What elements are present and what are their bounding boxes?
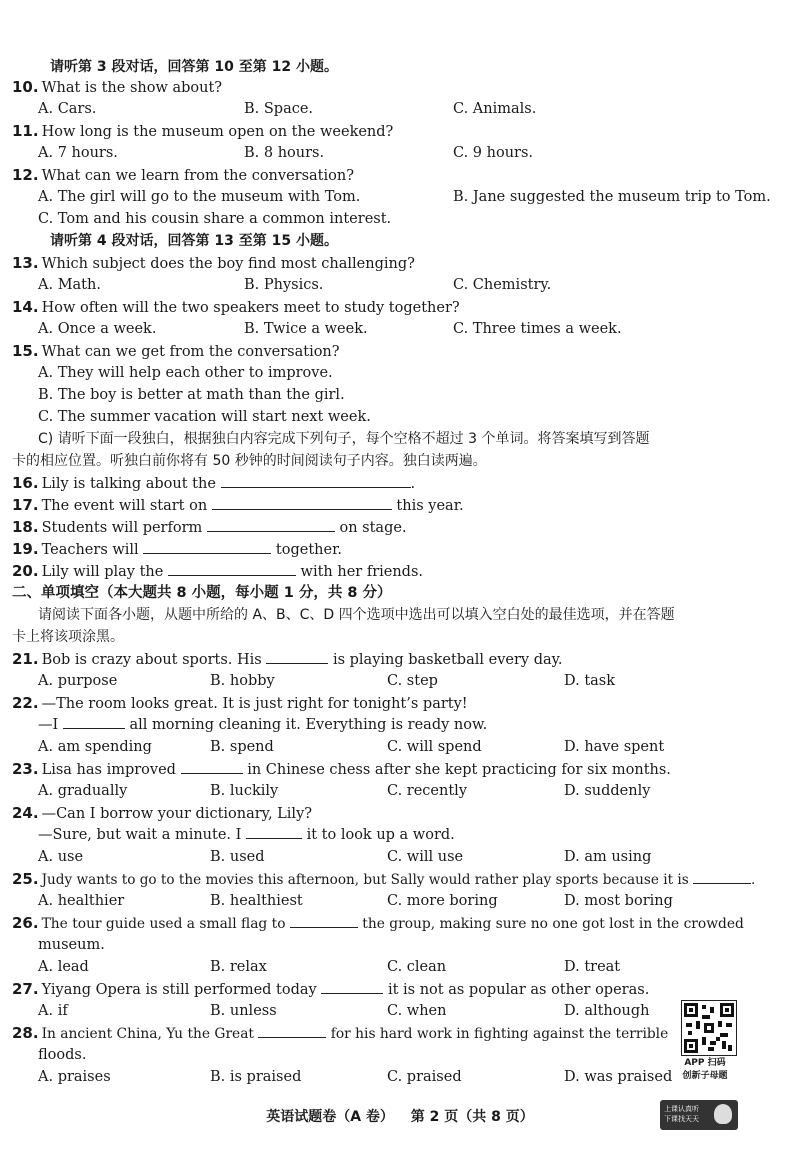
option-d: D. was praised	[564, 1069, 673, 1085]
question-20	[12, 560, 423, 582]
answer-blank[interactable]	[63, 714, 125, 729]
answer-blank[interactable]	[221, 473, 411, 488]
question-text-end: in Chinese chess after she kept practicing for six months.	[247, 762, 671, 778]
question-number: 17.	[12, 496, 39, 514]
question-17	[12, 494, 464, 516]
question-23	[12, 758, 671, 780]
answer-blank[interactable]	[207, 517, 335, 532]
badge-line-1: 上课认真听	[664, 1105, 699, 1113]
part-c-instructions-cont: 卡的相应位置。听独白前你将有 50 秒钟的时间阅读句子内容。独白读两遍。	[12, 453, 487, 469]
question-26	[12, 912, 744, 934]
qr-caption-1: APP 扫码	[684, 1058, 726, 1068]
options-14	[0, 318, 800, 340]
question-text-end: the group, making sure no one got lost in the crowded	[362, 916, 744, 932]
question-text: How long is the museum open on the weekend?	[41, 124, 394, 140]
options-21	[0, 670, 800, 692]
question-number: 14.	[12, 298, 39, 316]
section-heading-3: 请听第 3 段对话，回答第 10 至第 12 小题。	[50, 59, 338, 75]
option-d: D. suddenly	[564, 783, 651, 799]
part-2-instructions-cont: 卡上将该项涂黑。	[12, 629, 124, 645]
question-number: 26.	[12, 914, 39, 932]
question-number: 13.	[12, 254, 39, 272]
question-14	[12, 296, 460, 318]
answer-blank[interactable]	[266, 649, 328, 664]
option-b: B. used	[210, 849, 265, 865]
option-c: C. step	[387, 673, 438, 689]
option-b: B. Twice a week.	[244, 321, 368, 337]
option-c: C. will use	[387, 849, 464, 865]
option-c: C. 9 hours.	[453, 145, 534, 161]
question-text-end: with her friends.	[300, 564, 424, 580]
question-number: 15.	[12, 342, 39, 360]
question-12	[12, 164, 354, 186]
question-26-cont: museum.	[38, 937, 105, 953]
option-b: B. unless	[210, 1003, 277, 1019]
option-b: B. The boy is better at math than the girl.	[38, 387, 345, 403]
question-number: 16.	[12, 474, 39, 492]
answer-blank[interactable]	[258, 1023, 326, 1038]
question-15	[12, 340, 340, 362]
question-text-end: it to look up a word.	[306, 827, 455, 843]
question-number: 21.	[12, 650, 39, 668]
question-number: 28.	[12, 1024, 39, 1042]
section-heading-4: 请听第 4 段对话，回答第 13 至第 15 小题。	[50, 233, 338, 249]
question-text-end: for his hard work in fighting against the terrible	[330, 1026, 669, 1042]
options-24	[0, 846, 800, 868]
option-c: C. clean	[387, 959, 447, 975]
options-27	[0, 1000, 660, 1022]
options-13	[0, 274, 800, 296]
question-text: In ancient China, Yu the Great	[41, 1026, 254, 1042]
question-text: What can we learn from the conversation?	[41, 168, 354, 184]
footer-page-number: 第 2 页（共 8 页）	[410, 1109, 534, 1125]
question-25	[12, 868, 755, 890]
option-d: D. am using	[564, 849, 652, 865]
qr-caption-2: 创新子母题	[682, 1071, 728, 1081]
option-c: C. praised	[387, 1069, 462, 1085]
option-a: A. healthier	[38, 893, 125, 909]
question-text-end: together.	[275, 542, 343, 558]
answer-blank[interactable]	[246, 824, 302, 839]
app-badge	[660, 1100, 738, 1130]
question-text-end: this year.	[396, 498, 464, 514]
option-b: B. Physics.	[244, 277, 324, 293]
option-a: A. Math.	[38, 277, 101, 293]
question-text: —I	[38, 717, 59, 733]
question-text: Bob is crazy about sports. His	[41, 652, 262, 668]
question-text: Lily is talking about the	[41, 476, 216, 492]
question-text: Yiyang Opera is still performed today	[41, 982, 317, 998]
question-text: The tour guide used a small flag to	[41, 916, 286, 932]
question-text: The event will start on	[41, 498, 208, 514]
option-b: B. healthiest	[210, 893, 303, 909]
question-22-reply	[38, 714, 487, 736]
question-number: 22.	[12, 694, 39, 712]
question-number: 18.	[12, 518, 39, 536]
badge-line-2: 下课找天天	[664, 1115, 699, 1123]
option-b: B. luckily	[210, 783, 279, 799]
question-18	[12, 516, 407, 538]
question-text-end: is playing basketball every day.	[332, 652, 563, 668]
options-12-ab	[0, 186, 800, 208]
option-d: D. most boring	[564, 893, 673, 909]
question-number: 24.	[12, 804, 39, 822]
question-text: Which subject does the boy find most challenging?	[41, 256, 415, 272]
question-number: 11.	[12, 122, 39, 140]
question-27	[12, 978, 649, 1000]
option-c: C. Tom and his cousin share a common interest.	[38, 211, 392, 227]
question-number: 10.	[12, 78, 39, 96]
question-text: —Can I borrow your dictionary, Lily?	[41, 806, 313, 822]
option-b: B. 8 hours.	[244, 145, 325, 161]
option-a: A. The girl will go to the museum with Tom.	[38, 189, 361, 205]
option-a: A. purpose	[38, 673, 118, 689]
option-b: B. Jane suggested the museum trip to Tom.	[453, 189, 771, 205]
question-text: Judy wants to go to the movies this afternoon, but Sally would rather play sports because it is	[41, 872, 689, 888]
question-16	[12, 472, 415, 494]
qr-pattern	[682, 1001, 736, 1055]
question-number: 25.	[12, 870, 39, 888]
question-22	[12, 692, 468, 714]
question-text: How often will the two speakers meet to study together?	[41, 300, 460, 316]
option-b: B. relax	[210, 959, 267, 975]
question-text-end: on stage.	[339, 520, 407, 536]
question-number: 20.	[12, 562, 39, 580]
option-a: A. lead	[38, 959, 89, 975]
question-text: Students will perform	[41, 520, 203, 536]
question-13	[12, 252, 415, 274]
question-28	[12, 1022, 668, 1044]
options-12-c	[0, 208, 800, 230]
option-a: A. am spending	[38, 739, 152, 755]
question-text-end: .	[751, 872, 756, 888]
option-b: B. Space.	[244, 101, 314, 117]
option-b: B. is praised	[210, 1069, 302, 1085]
question-number: 27.	[12, 980, 39, 998]
option-c: C. Chemistry.	[453, 277, 552, 293]
part-2-instructions: 请阅读下面各小题，从题中所给的 A、B、C、D 四个选项中选出可以填入空白处的最佳选项，并在答题	[38, 607, 675, 623]
answer-blank[interactable]	[290, 913, 358, 928]
part-c-instructions: C) 请听下面一段独白，根据独白内容完成下列句子，每个空格不超过 3 个单词。将答案填写到答题	[38, 431, 650, 447]
qr-code-icon[interactable]	[681, 1000, 737, 1056]
question-text: Lisa has improved	[41, 762, 176, 778]
question-28-cont: floods.	[38, 1047, 87, 1063]
options-25	[0, 890, 800, 912]
answer-blank[interactable]	[143, 539, 271, 554]
option-b: B. hobby	[210, 673, 275, 689]
part-2-title: 二、单项填空（本大题共 8 小题，每小题 1 分，共 8 分）	[12, 585, 392, 601]
question-text: —Sure, but wait a minute. I	[38, 827, 242, 843]
options-23	[0, 780, 800, 802]
option-c: C. recently	[387, 783, 468, 799]
question-text: What is the show about?	[41, 80, 223, 96]
option-c: C. will spend	[387, 739, 482, 755]
question-text: Teachers will	[41, 542, 139, 558]
option-c: C. Three times a week.	[453, 321, 622, 337]
option-c: C. when	[387, 1003, 447, 1019]
question-21	[12, 648, 563, 670]
option-d: D. have spent	[564, 739, 665, 755]
question-11	[12, 120, 393, 142]
question-text: Lily will play the	[41, 564, 164, 580]
option-c: C. The summer vacation will start next week.	[38, 409, 371, 425]
options-10	[0, 98, 800, 120]
option-c: C. Animals.	[453, 101, 537, 117]
option-b: B. spend	[210, 739, 274, 755]
option-d: D. treat	[564, 959, 621, 975]
question-24-reply	[38, 824, 455, 846]
answer-blank[interactable]	[168, 561, 296, 576]
question-text-end: all morning cleaning it. Everything is ready now.	[129, 717, 488, 733]
answer-blank[interactable]	[693, 869, 751, 884]
question-text-end: it is not as popular as other operas.	[387, 982, 650, 998]
mascot-icon	[714, 1104, 732, 1124]
question-10	[12, 76, 222, 98]
question-number: 23.	[12, 760, 39, 778]
footer-title: 英语试题卷（A 卷）	[266, 1109, 394, 1125]
option-a: A. praises	[38, 1069, 111, 1085]
options-22	[0, 736, 800, 758]
options-11	[0, 142, 800, 164]
answer-blank[interactable]	[181, 759, 243, 774]
question-number: 19.	[12, 540, 39, 558]
answer-blank[interactable]	[212, 495, 392, 510]
question-text-end: .	[410, 476, 416, 492]
option-a: A. 7 hours.	[38, 145, 118, 161]
option-a: A. if	[38, 1003, 68, 1019]
question-24	[12, 802, 312, 824]
question-text: What can we get from the conversation?	[41, 344, 340, 360]
question-text: —The room looks great. It is just right for tonight’s party!	[41, 696, 468, 712]
option-d: D. although	[564, 1003, 650, 1019]
options-28	[0, 1066, 673, 1088]
option-d: D. task	[564, 673, 616, 689]
option-a: A. Once a week.	[38, 321, 157, 337]
question-19	[12, 538, 342, 560]
option-a: A. They will help each other to improve.	[38, 365, 333, 381]
option-c: C. more boring	[387, 893, 498, 909]
option-a: A. Cars.	[38, 101, 97, 117]
answer-blank[interactable]	[321, 979, 383, 994]
option-a: A. use	[38, 849, 84, 865]
option-a: A. gradually	[38, 783, 128, 799]
options-26	[0, 956, 800, 978]
question-number: 12.	[12, 166, 39, 184]
